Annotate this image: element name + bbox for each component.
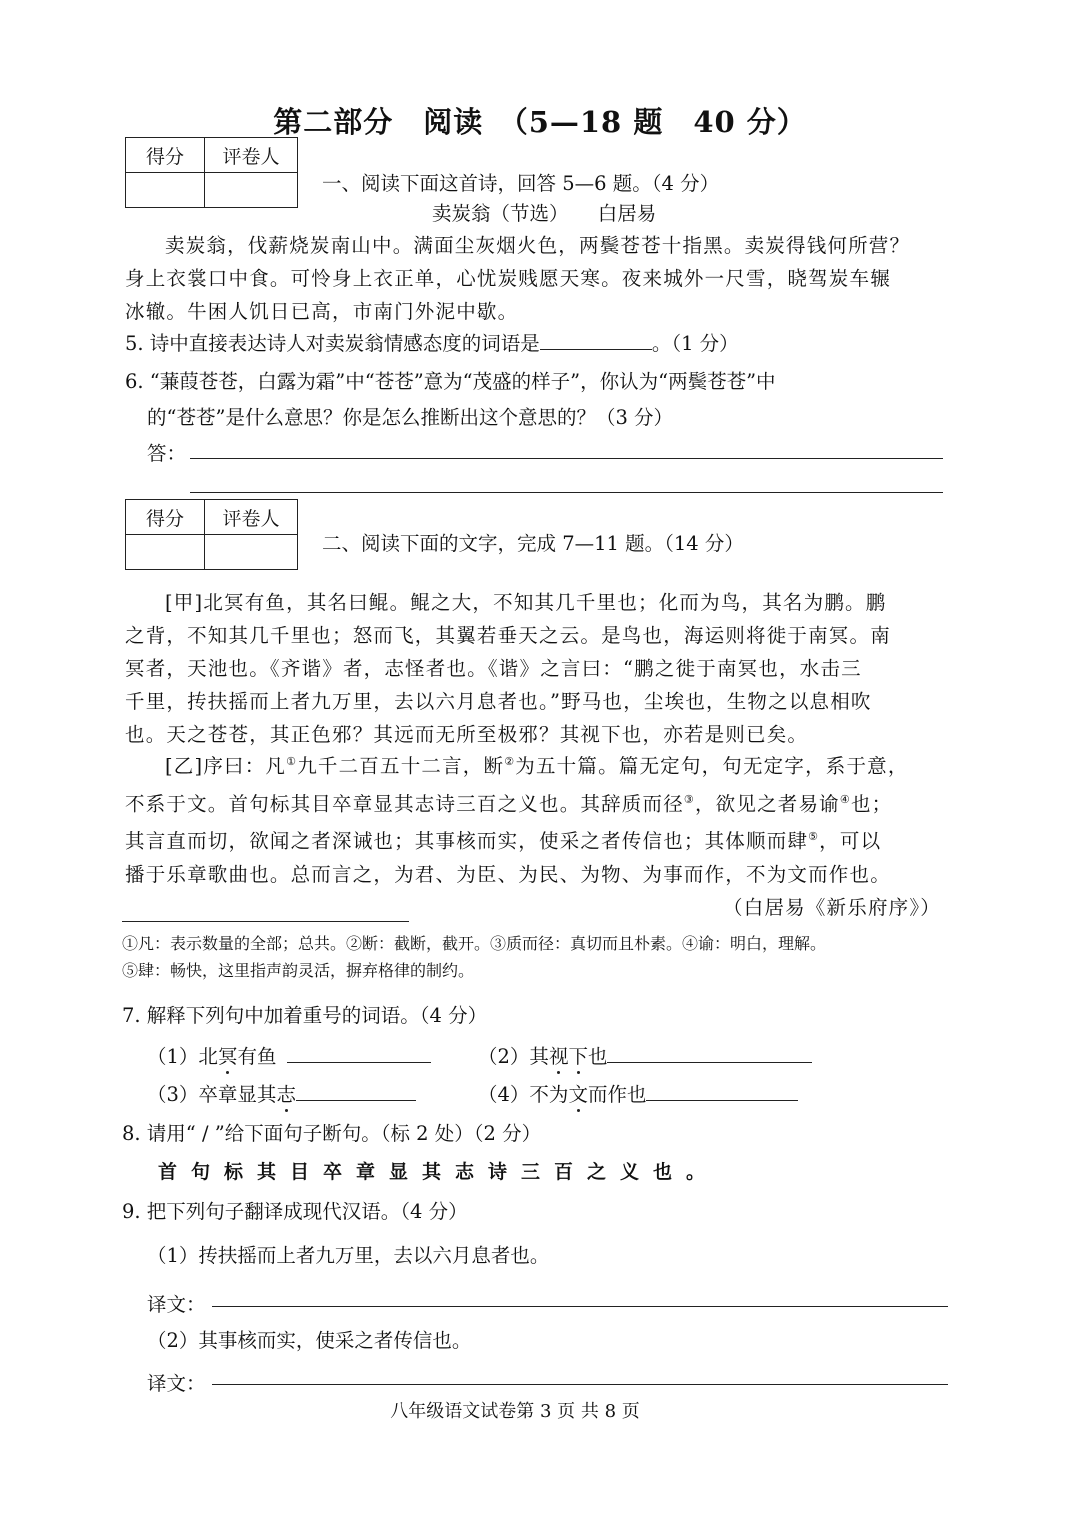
passage-line: [乙]序曰：凡①九千二百五十二言，断②为五十篇。篇无定句，句无定字，系于意，: [165, 754, 909, 778]
poem-line: 身上衣裳口中食。可怜身上衣正单，心忧炭贱愿天寒。夜来城外一尺雪，晓驾炭车辗: [125, 267, 891, 290]
grader-header: 评卷人: [205, 500, 298, 535]
footnote-ref-5: ⑤: [808, 830, 820, 843]
question-5: [125, 328, 739, 356]
poem-title: 卖炭翁（节选） 白居易: [432, 202, 657, 225]
passage-line: 播于乐章歌曲也。总而言之，为君、为臣、为民、为物、为事而作，不为文而作也。: [125, 862, 891, 886]
footnote-ref-4: ④: [839, 792, 851, 806]
q5-answer-blank[interactable]: [540, 331, 652, 350]
passage-yi: [125, 745, 945, 924]
section1-instruction: 一、阅读下面这首诗，回答 5—6 题。（4 分）: [322, 172, 720, 195]
footnote-line: ①凡：表示数量的全部；总共。②断：截断，截开。③质而径：真切而且朴素。④谕：明白，理解。: [122, 934, 827, 953]
q7-answer-blank-1[interactable]: [287, 1044, 431, 1063]
poem-body: [125, 229, 945, 328]
footnote-divider: [122, 921, 409, 922]
grader-cell[interactable]: [205, 173, 298, 208]
q7-answer-blank-4[interactable]: [646, 1082, 798, 1101]
passage-line: 不系于文。首句标其目卒章显其志诗三百之义也。其辞质而径③，欲见之者易谕④也；: [125, 792, 893, 815]
question-8-title: 8. 请用“ / ”给下面句子断句。（标 2 处）（2 分）: [122, 1122, 542, 1145]
q7-item-2: （2）其视下也: [478, 1041, 812, 1069]
q7-item-3: （3）卒章显其志: [147, 1079, 416, 1107]
passage-line: 千里，抟扶摇而上者九万里，去以六月息者也。”野马也，尘埃也，生物之以息相吹: [125, 690, 872, 713]
grader-cell[interactable]: [205, 535, 298, 570]
q6-answer-label: 答：: [147, 442, 187, 465]
score-box-2: [125, 499, 298, 570]
emphasized-char: 视: [548, 1045, 569, 1068]
q7-item-4: （4）不为文而作也: [478, 1079, 798, 1107]
passage-line: 冥者，天池也。《齐谐》者，志怪者也。《谐》之言曰：“鹏之徙于南冥也，水击三: [125, 657, 862, 680]
question-7-title: 7. 解释下列句中加着重号的词语。（4 分）: [122, 1004, 488, 1027]
score-header: 得分: [126, 500, 205, 535]
poem-line: 卖炭翁，伐薪烧炭南山中。满面尘灰烟火色，两鬓苍苍十指黑。卖炭得钱何所营？: [165, 234, 911, 257]
score-header: 得分: [126, 138, 205, 173]
q9-translation-label-1: 译文：: [147, 1293, 206, 1316]
emphasized-char: 文: [568, 1083, 588, 1106]
emphasized-char: 冥: [217, 1045, 238, 1068]
passage-source: （白居易《新乐府序》）: [723, 895, 941, 919]
section-title: 第二部分 阅读 （5—18 题 40 分）: [273, 105, 807, 139]
q7-answer-blank-3[interactable]: [296, 1082, 416, 1101]
question-6-line1: 6. “蒹葭苍苍，白露为霜”中“苍苍”意为“茂盛的样子”，你认为“两鬓苍苍”中: [125, 370, 776, 393]
footnote-line: ⑤肆：畅快，这里指声韵灵活，摒弃格律的制约。: [122, 961, 475, 980]
passage-line: [甲]北冥有鱼，其名曰鲲。鲲之大，不知其几千里也；化而为鸟，其名为鹏。鹏: [165, 591, 887, 614]
passage-line: 其言直而切，欲闻之者深诫也；其事核而实，使采之者传信也；其体顺而肆⑤，可以: [125, 829, 882, 853]
q7-item-1: （1）北冥有鱼: [147, 1041, 431, 1069]
footnotes: [122, 930, 826, 984]
q5-prefix: 5. 诗中直接表达诗人对卖炭翁情感态度的词语是: [125, 332, 540, 355]
grader-header: 评卷人: [205, 138, 298, 173]
passage-line: 之背，不知其几千里也；怒而飞，其翼若垂天之云。是鸟也，海运则将徙于南冥。南: [125, 624, 891, 647]
q8-sentence[interactable]: 首句标其目卒章显其志诗三百之义也。: [158, 1161, 720, 1183]
q9-translation-line-1[interactable]: [212, 1306, 948, 1307]
q7-answer-blank-2[interactable]: [607, 1044, 812, 1063]
score-cell[interactable]: [126, 173, 205, 208]
footnote-ref-1: ①: [286, 755, 298, 768]
q9-item-2: （2）其事核而实，使采之者传信也。: [147, 1329, 472, 1352]
score-box-1: [125, 137, 298, 208]
section2-instruction: 二、阅读下面的文字，完成 7—11 题。（14 分）: [322, 532, 744, 555]
q5-suffix: 。（1 分）: [651, 332, 739, 355]
q6-answer-line-1[interactable]: [190, 458, 943, 459]
question-9-title: 9. 把下列句子翻译成现代汉语。（4 分）: [122, 1200, 468, 1223]
emphasized-char: 志: [276, 1083, 296, 1106]
passage-jia: [125, 586, 945, 751]
emphasized-char: 下: [568, 1045, 588, 1068]
footnote-ref-2: ②: [504, 755, 516, 768]
score-cell[interactable]: [126, 535, 205, 570]
question-6-line2: 的“苍苍”是什么意思？你是怎么推断出这个意思的？（3 分）: [147, 406, 674, 429]
passage-line: 也。天之苍苍，其正色邪？其远而无所至极邪？其视下也，亦若是则已矣。: [125, 723, 809, 746]
q6-answer-line-2[interactable]: [190, 492, 943, 493]
footnote-ref-3: ③: [683, 792, 695, 806]
poem-line: 冰辙。牛困人饥日已高，市南门外泥中歇。: [125, 300, 519, 323]
page-footer: 八年级语文试卷第 3 页 共 8 页: [390, 1401, 640, 1422]
q9-item-1: （1）抟扶摇而上者九万里，去以六月息者也。: [147, 1244, 550, 1267]
q9-translation-line-2[interactable]: [212, 1384, 948, 1385]
q9-translation-label-2: 译文：: [147, 1372, 206, 1395]
